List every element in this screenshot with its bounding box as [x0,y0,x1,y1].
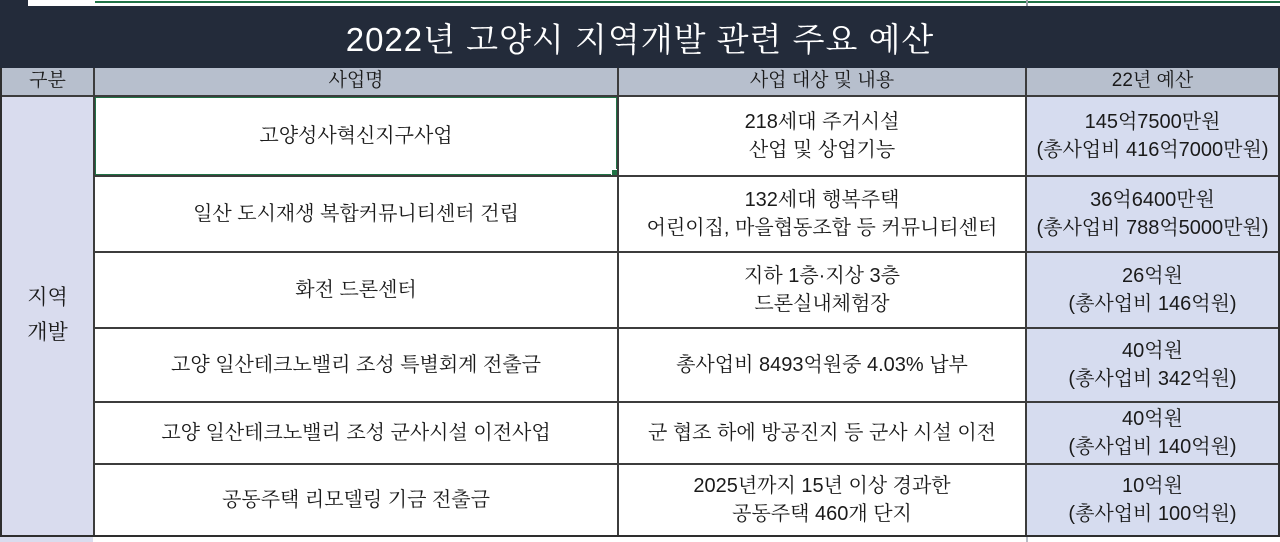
selection-fill-handle[interactable] [611,169,619,177]
project-name-cell[interactable]: 화전 드론센터 [95,253,619,329]
column-divider-tick [1026,0,1028,6]
top-dark-notch [0,0,28,6]
project-desc-cell[interactable]: 총사업비 8493억원중 4.03% 납부 [619,329,1027,403]
budget-table [0,68,1280,537]
project-name-cell[interactable]: 고양 일산테크노밸리 조성 군사시설 이전사업 [95,403,619,465]
category-label-line2: 개발 [27,321,68,344]
header-budget[interactable]: 22년 예산 [1027,68,1278,97]
project-budget-cell[interactable]: 145억7500만원 (총사업비 416억7000만원) [1027,97,1278,177]
spreadsheet-top-sliver [0,0,1280,6]
category-label-line1: 지역 [27,286,68,310]
project-desc-cell[interactable]: 군 협조 하에 방공진지 등 군사 시설 이전 [619,403,1027,465]
project-name-cell[interactable]: 고양성사혁신지구사업 [95,97,619,177]
selection-top-line [95,1,1280,3]
project-desc-cell[interactable]: 218세대 주거시설 산업 및 상업기능 [619,97,1027,177]
project-budget-cell[interactable]: 36억6400만원 (총사업비 788억5000만원) [1027,177,1278,253]
project-budget-cell[interactable]: 26억원 (총사업비 146억원) [1027,253,1278,329]
page-title: 2022년 고양시 지역개발 관련 주요 예산 [345,20,935,58]
project-name-cell[interactable]: 고양 일산테크노밸리 조성 특별회계 전출금 [95,329,619,403]
header-target[interactable]: 사업 대상 및 내용 [619,68,1027,97]
project-budget-cell[interactable]: 40억원 (총사업비 342억원) [1027,329,1278,403]
table-title-bar[interactable] [0,6,1280,68]
project-name-cell[interactable]: 일산 도시재생 복합커뮤니티센터 건립 [95,177,619,253]
header-project-name[interactable]: 사업명 [95,68,619,97]
project-name-cell[interactable]: 공동주택 리모델링 기금 전출금 [95,465,619,535]
header-category[interactable]: 구분 [2,68,95,97]
category-merged-cell[interactable] [2,97,95,535]
project-budget-cell[interactable]: 40억원 (총사업비 140억원) [1027,403,1278,465]
category-column-sliver [0,537,93,542]
project-desc-cell[interactable]: 지하 1층·지상 3층 드론실내체험장 [619,253,1027,329]
column-divider-tick-bottom [1026,537,1028,542]
project-budget-cell[interactable]: 10억원 (총사업비 100억원) [1027,465,1278,535]
project-desc-cell[interactable]: 132세대 행복주택 어린이집, 마을협동조합 등 커뮤니티센터 [619,177,1027,253]
project-desc-cell[interactable]: 2025년까지 15년 이상 경과한 공동주택 460개 단지 [619,465,1027,535]
